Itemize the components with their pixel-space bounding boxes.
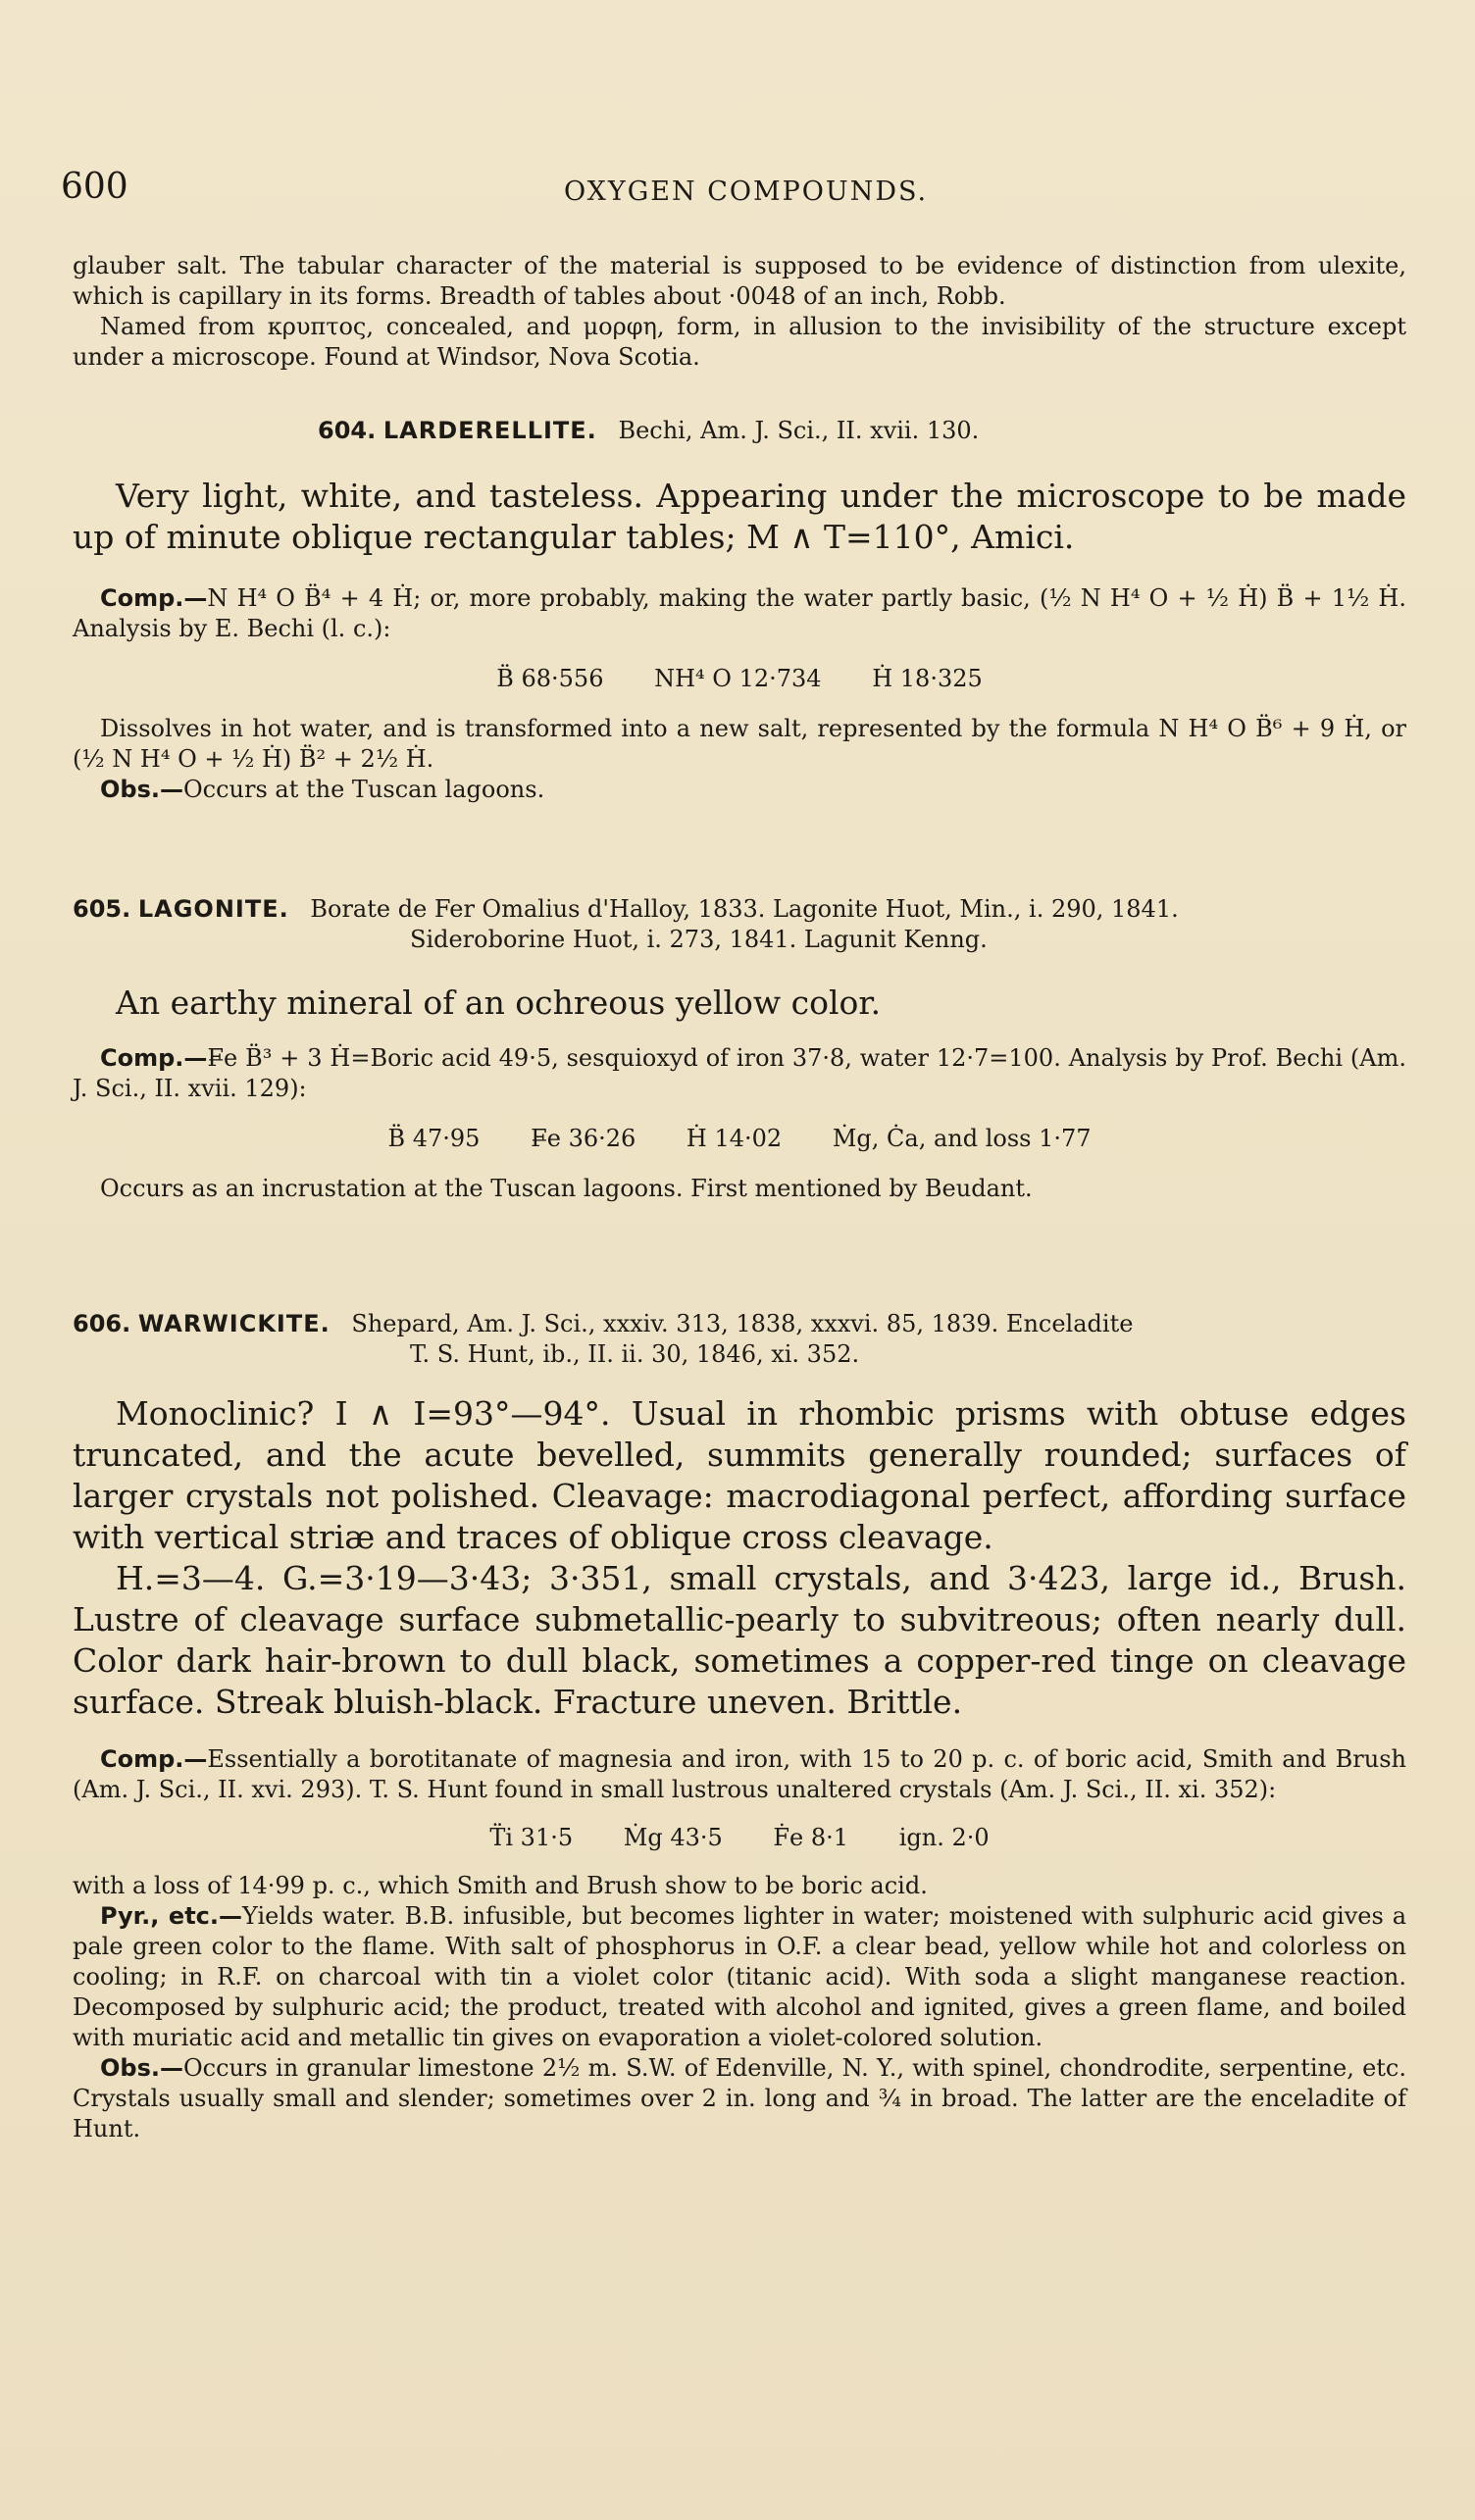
analysis-value: F̶e 36·26 [531,1125,636,1152]
entry-604-obs [73,775,1406,805]
entry-606-analysis [73,1823,1406,1853]
entry-604-analysis [73,664,1406,694]
entry-606-after: with a loss of 14·99 p. c., which Smith and Brush show to be boric acid. [73,1872,928,1899]
entry-606-pyr [73,1901,1406,2053]
entry-605-analysis [73,1124,1406,1154]
entry-604-note: Dissolves in hot water, and is transformed into a new salt, represented by the formula N H⁴ O B̈⁶ + 9 Ḣ, or (½ N H⁴ O + ½ Ḣ) B̈² + 2½ Ḣ. [73,715,1406,773]
entry-606-number: 606. [73,1310,131,1337]
analysis-value: Ḟe 8·1 [773,1824,849,1851]
entry-605-note: Occurs as an incrustation at the Tuscan lagoons. First mentioned by Beudant. [100,1175,1033,1202]
intro-paragraph-2: Named from κρυπτος, concealed, and μορφη, form, in allusion to the invisibility of the structure except under a microscope. Found at Windsor, Nova Scotia. [73,313,1406,371]
entry-606-physical: H.=3—4. G.=3·19—3·43; 3·351, small crystals, and 3·423, large id., Brush. Lustre of cleavage surface submetallic-pearly to subvitreous; often nearly dull. Color dark hair-brown to dull black, sometimes a copper-red tinge on cleavage surface. Streak bluish-black. Fracture uneven. Brittle. [73,1559,1406,1721]
entry-606-name: WARWICKITE. [137,1310,331,1337]
entry-604-citation: Bechi, Am. J. Sci., II. xvii. 130. [618,417,980,444]
entry-605-citation-2: Sideroborine Huot, i. 273, 1841. Lagunit Kenng. [410,926,988,953]
entry-606-comp-label: Comp.— [100,1745,208,1773]
entry-606-description: Monoclinic? I ∧ I=93°—94°. Usual in rhombic prisms with obtuse edges truncated, and the acute bevelled, summits generally rounded; surfaces of larger crystals not polished. Cleavage: macrodiagonal perfect, affording surface with vertical striæ and traces of oblique cross cleavage. [73,1394,1406,1556]
entry-606-pyr-label: Pyr., etc.— [100,1902,243,1930]
analysis-value: T̈i 31·5 [489,1824,574,1851]
analysis-value: ign. 2·0 [898,1824,990,1851]
analysis-value: Ṁg, Ċa, and loss 1·77 [832,1125,1092,1152]
entry-606-obs-label: Obs.— [100,2054,183,2082]
entry-604-comp-label: Comp.— [100,584,208,612]
entry-605-comp-label: Comp.— [100,1044,208,1072]
entry-606-citation-2: T. S. Hunt, ib., II. ii. 30, 1846, xi. 352. [410,1340,860,1368]
entry-604 [73,416,1406,805]
analysis-value: Ḣ 14·02 [686,1125,783,1152]
entry-606-obs-text: Occurs in granular limestone 2½ m. S.W. of Edenville, N. Y., with spinel, chondrodite, serpentine, etc. Crystals usually small and slender; sometimes over 2 in. long and ¾ in broad. The latter are the enceladite of Hunt. [73,2054,1406,2142]
entry-606-heading [73,1309,1406,1370]
entry-604-obs-label: Obs.— [100,776,183,803]
entry-605-heading [73,894,1406,955]
analysis-value: B̈ 68·556 [496,665,604,692]
entry-606-comp-text: Essentially a borotitanate of magnesia and iron, with 15 to 20 p. c. of boric acid, Smith and Brush (Am. J. Sci., II. xvi. 293). T. S. Hunt found in small lustrous unaltered crystals (Am. J. Sci., II. xi. 352): [73,1745,1406,1803]
analysis-value: Ḣ 18·325 [872,665,983,692]
running-head: OXYGEN COMPOUNDS. [564,176,929,207]
entry-605-name: LAGONITE. [137,895,289,923]
entry-605-citation: Borate de Fer Omalius d'Halloy, 1833. Lagonite Huot, Min., i. 290, 1841. [310,895,1179,923]
entry-606-pyr-text: Yields water. B.B. infusible, but becomes lighter in water; moistened with sulphuric acid gives a pale green color to the flame. With salt of phosphorus in O.F. a clear bead, yellow while hot and colorless on cooling; in R.F. on charcoal with tin a violet color (titanic acid). With soda a slight manganese reaction. Decomposed by sulphuric acid; the product, treated with alcohol and ignited, gives a green flame, and boiled with muriatic acid and metallic tin gives on evaporation a violet-colored solution. [73,1902,1406,2051]
entry-604-comp-text: N H⁴ O B̈⁴ + 4 Ḣ; or, more probably, making the water partly basic, (½ N H⁴ O + ½ Ḣ) B̈ + 1½ Ḣ. Analysis by E. Bechi (l. c.): [73,584,1406,642]
analysis-value: NH⁴ O 12·734 [654,665,822,692]
intro-block [73,251,1406,373]
entry-606 [73,1309,1406,2144]
analysis-value: B̈ 47·95 [387,1125,481,1152]
analysis-value: Ṁg 43·5 [623,1824,723,1851]
entry-605 [73,894,1406,1204]
entry-604-heading [73,416,1406,446]
page-number: 600 [61,167,128,207]
entry-605-number: 605. [73,895,131,923]
entry-605-description: An earthy mineral of an ochreous yellow color. [116,983,882,1022]
entry-604-name: LARDERELLITE. [382,417,597,444]
entry-606-obs [73,2053,1406,2144]
entry-606-citation: Shepard, Am. J. Sci., xxxiv. 313, 1838, xxxvi. 85, 1839. Enceladite [351,1310,1134,1337]
entry-604-description: Very light, white, and tasteless. Appearing under the microscope to be made up of minute oblique rectangular tables; M ∧ T=110°, Amici. [73,477,1406,556]
entry-604-comp [73,583,1406,644]
entry-605-comp-text: F̶e B̈³ + 3 Ḣ=Boric acid 49·5, sesquioxyd of iron 37·8, water 12·7=100. Analysis by Prof. Bechi (Am. J. Sci., II. xvii. 129): [73,1044,1406,1102]
intro-paragraph-1: glauber salt. The tabular character of the material is supposed to be evidence of distinction from ulexite, which is capillary in its forms. Breadth of tables about ·0048 of an inch, Robb. [73,252,1406,310]
entry-604-obs-text: Occurs at the Tuscan lagoons. [182,776,545,803]
entry-604-number: 604. [318,417,377,444]
entry-605-comp [73,1043,1406,1104]
page-header [0,167,1475,216]
entry-606-comp [73,1744,1406,1805]
